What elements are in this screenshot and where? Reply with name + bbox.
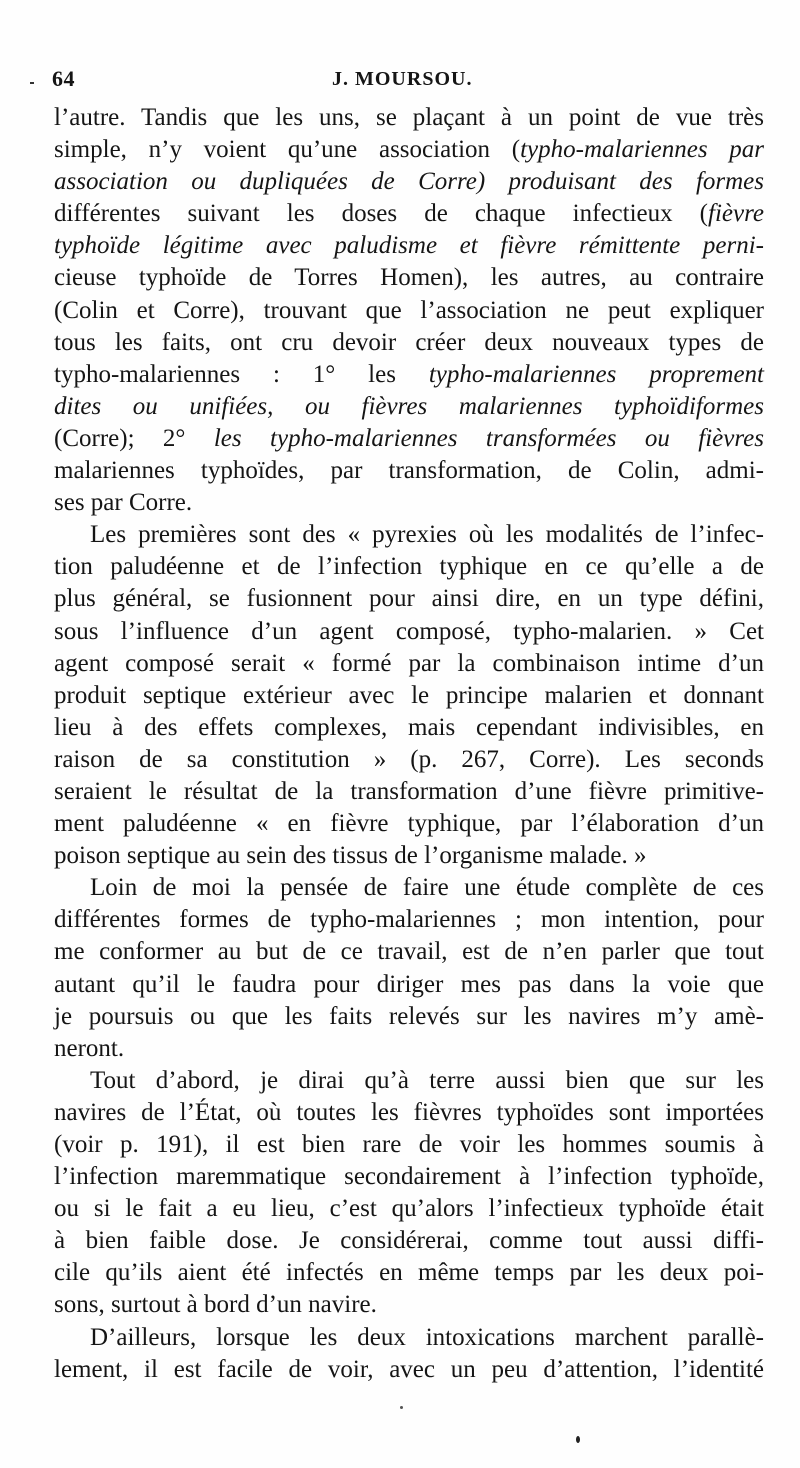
italic-run: typho-malariennes proprement — [428, 360, 764, 388]
text-line: typhoïde légitime avec paludisme et fièvre rémittente perni- — [54, 232, 764, 260]
text-line: malariennes typhoïdes, par transformation, de Colin, admi- — [54, 457, 764, 485]
text-line: Loin de moi la pensée de faire une étude complète de ces — [90, 874, 764, 902]
text-line: ses par Corre. — [54, 489, 193, 517]
text-line: lieu à des effets complexes, mais cependant indivisibles, en — [54, 713, 764, 741]
text-line: sous l’influence d’un agent composé, typho-malarien. » Cet — [54, 617, 764, 645]
page-header — [52, 66, 764, 96]
text-line: autant qu’il le faudra pour diriger mes pas dans la voie que — [54, 970, 764, 998]
text-run: simple, n’y voient qu’une association ( — [54, 136, 521, 164]
text-line: l’infection maremmatique secondairement à l’infection typhoïde, — [54, 1163, 764, 1191]
text-line: Tout d’abord, je dirai qu’à terre aussi bien que sur les — [90, 1066, 764, 1094]
italic-run: fièvre — [708, 200, 764, 228]
text-line: lement, il est facile de voir, avec un peu d’attention, l’identité — [54, 1355, 764, 1383]
print-speck — [30, 82, 34, 84]
text-line: différentes formes de typho-malariennes ; mon intention, pour — [54, 906, 764, 934]
print-speck — [576, 1436, 580, 1443]
text-line: agent composé serait « formé par la combinaison intime d’un — [54, 649, 764, 677]
body-text — [54, 102, 764, 1386]
text-line: ou si le fait a eu lieu, c’est qu’alors l’infectieux typhoïde était — [54, 1195, 764, 1223]
text-run: typho-malariennes : 1° les — [54, 360, 429, 388]
print-speck — [400, 1406, 403, 1409]
text-line — [54, 198, 764, 230]
text-line: (Colin et Corre), trouvant que l’association ne peut expliquer — [54, 296, 764, 324]
text-line: seraient le résultat de la transformation d’une fièvre primitive- — [54, 777, 764, 805]
text-line: ment paludéenne « en fièvre typhique, par l’élaboration d’un — [54, 810, 764, 838]
text-line: je poursuis ou que les faits relevés sur les navires m’y amè- — [54, 1002, 764, 1030]
text-line: poison septique au sein des tissus de l’organisme malade. » — [54, 842, 647, 870]
running-head: J. MOURSOU. — [332, 68, 473, 90]
text-line: l’autre. Tandis que les uns, se plaçant à un point de vue très — [54, 104, 764, 131]
text-line — [54, 423, 764, 455]
text-line: tion paludéenne et de l’infection typhique en ce qu’elle a de — [54, 553, 764, 581]
text-line: sons, surtout à bord d’un navire. — [54, 1291, 377, 1319]
text-line: produit septique extérieur avec le principe malarien et donnant — [54, 681, 764, 709]
text-run: différentes suivant les doses de chaque infectieux ( — [54, 200, 709, 228]
text-line: navires de l’État, où toutes les fièvres typhoïdes sont importées — [54, 1098, 764, 1126]
text-line: dites ou unifiées, ou fièvres malariennes typhoïdiformes — [54, 392, 764, 420]
text-line: Les premières sont des « pyrexies où les modalités de l’infec- — [90, 521, 764, 549]
text-line: me conformer au but de ce travail, est de n’en parler que tout — [54, 938, 764, 966]
text-line: tous les faits, ont cru devoir créer deux nouveaux types de — [54, 328, 764, 356]
text-line — [54, 359, 764, 391]
italic-run: typho-malariennes par — [520, 136, 764, 164]
text-line: cile qu’ils aient été infectés en même temps par les deux poi- — [54, 1259, 764, 1287]
text-line: neront. — [54, 1034, 125, 1062]
text-line: raison de sa constitution » (p. 267, Corre). Les seconds — [54, 745, 764, 773]
text-line: (voir p. 191), il est bien rare de voir les hommes soumis à — [54, 1131, 764, 1158]
text-line: plus général, se fusionnent pour ainsi dire, en un type défini, — [54, 585, 764, 613]
text-line — [54, 134, 764, 166]
page-number: 64 — [52, 66, 75, 91]
text-line: D’ailleurs, lorsque les deux intoxications marchent parallè- — [90, 1323, 764, 1351]
text-line: association ou dupliquées de Corre) produisant des formes — [54, 168, 764, 196]
text-line: à bien faible dose. Je considérerai, comme tout aussi diffi- — [54, 1227, 764, 1255]
text-run: (Corre); 2° — [54, 424, 214, 452]
text-line: cieuse typhoïde de Torres Homen), les autres, au contraire — [54, 264, 764, 292]
italic-run: les typho-malariennes transformées ou fièvres — [213, 424, 764, 452]
